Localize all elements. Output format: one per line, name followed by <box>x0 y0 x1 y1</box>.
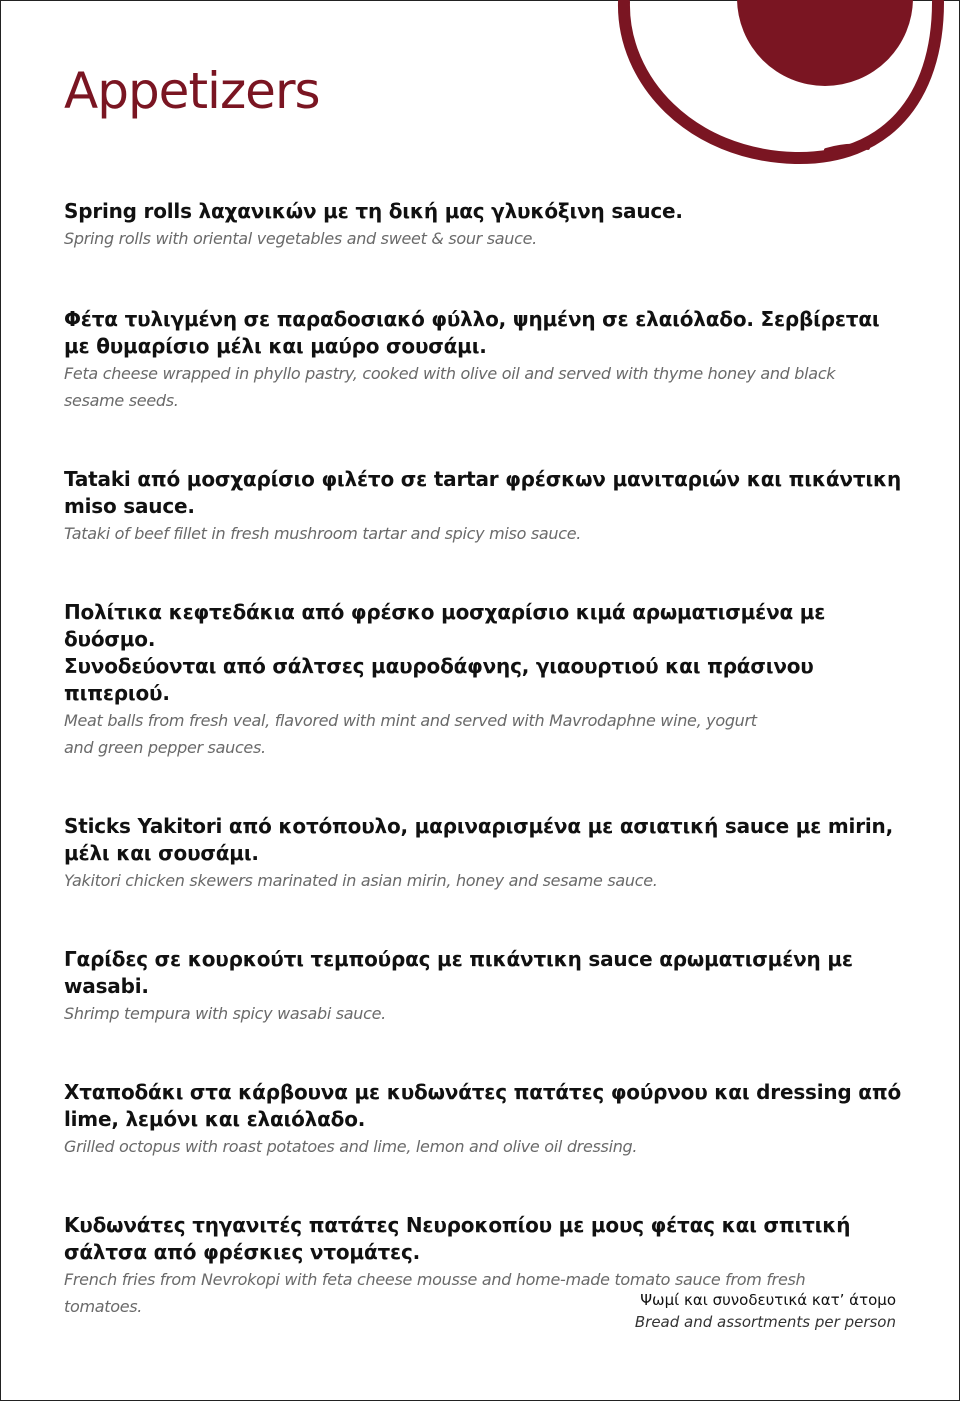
menu-item <box>64 813 904 894</box>
item-description-line: Feta cheese wrapped in phyllo pastry, cooked with olive oil and served with thyme honey and black <box>64 364 836 383</box>
item-title-greek <box>64 946 904 1000</box>
menu-item <box>64 198 904 252</box>
menu-item <box>64 466 904 547</box>
item-description-line: Meat balls from fresh veal, flavored with mint and served with Mavrodaphne wine, yogurt <box>64 711 757 730</box>
item-title-greek <box>64 1212 904 1266</box>
item-description-line: sesame seeds. <box>64 391 179 410</box>
item-description-line: Tataki of beef fillet in fresh mushroom tartar and spicy miso sauce. <box>64 524 582 543</box>
item-title-greek <box>64 198 904 225</box>
item-title-greek <box>64 599 904 707</box>
menu-item <box>64 1079 904 1160</box>
page-title: Appetizers <box>64 62 320 120</box>
item-title-greek <box>64 306 904 360</box>
item-description-english <box>64 1133 904 1160</box>
item-title-line: Κυδωνάτες τηγανιτές πατάτες Νευροκοπίου με μους φέτας και σπιτική <box>64 1213 851 1237</box>
menu-items <box>64 198 904 1358</box>
item-title-line: Φέτα τυλιγμένη σε παραδοσιακό φύλλο, ψημένη σε ελαιόλαδο. Σερβίρεται <box>64 307 880 331</box>
item-title-line: Συνοδεύονται από σάλτσες μαυροδάφνης, γιαουρτιού και πράσινου πιπεριού. <box>64 654 814 705</box>
item-title-line: Γαρίδες σε κουρκούτι τεμπούρας με πικάντικη sauce αρωματισμένη με wasabi. <box>64 947 853 998</box>
item-title-greek <box>64 466 904 520</box>
item-description-line: Spring rolls with oriental vegetables and sweet & sour sauce. <box>64 229 537 248</box>
item-title-line: Sticks Yakitori από κοτόπουλο, μαριναρισμένα με ασιατική sauce με mirin, <box>64 814 893 838</box>
item-title-line: μέλι και σουσάμι. <box>64 841 259 865</box>
item-title-line: lime, λεμόνι και ελαιόλαδο. <box>64 1107 366 1131</box>
item-description-line: Grilled octopus with roast potatoes and lime, lemon and olive oil dressing. <box>64 1137 638 1156</box>
item-title-line: Πολίτικα κεφτεδάκια από φρέσκο μοσχαρίσιο κιμά αρωματισμένα με δυόσμο. <box>64 600 826 651</box>
footnote-greek: Ψωμί και συνοδευτικά κατ’ άτομο <box>640 1291 896 1309</box>
menu-item <box>64 946 904 1027</box>
item-title-line: Spring rolls λαχανικών με τη δική μας γλυκόξινη sauce. <box>64 199 683 223</box>
item-description-english <box>64 867 904 894</box>
item-title-line: σάλτσα από φρέσκιες ντομάτες. <box>64 1240 421 1264</box>
footnote-english: Bread and assortments per person <box>634 1313 896 1331</box>
menu-item <box>64 306 904 414</box>
item-title-line: Χταποδάκι στα κάρβουνα με κυδωνάτες πατάτες φούρνου και dressing από <box>64 1080 902 1104</box>
item-title-greek <box>64 1079 904 1133</box>
item-description-english <box>64 520 904 547</box>
wine-ring-dot <box>737 0 913 86</box>
item-title-line: Tataki από μοσχαρίσιο φιλέτο σε tartar φρέσκων μανιταριών και πικάντικη <box>64 467 902 491</box>
item-title-greek <box>64 813 904 867</box>
item-description-line: and green pepper sauces. <box>64 738 266 757</box>
item-description-line: Yakitori chicken skewers marinated in asian mirin, honey and sesame sauce. <box>64 871 658 890</box>
item-description-line: French fries from Nevrokopi with feta cheese mousse and home-made tomato sauce from fresh <box>64 1270 806 1289</box>
item-title-line: με θυμαρίσιο μέλι και μαύρο σουσάμι. <box>64 334 487 358</box>
item-title-line: miso sauce. <box>64 494 195 518</box>
item-description-line: tomatoes. <box>64 1297 143 1316</box>
menu-item <box>64 599 904 761</box>
wine-ring-decoration <box>600 0 960 180</box>
item-description-english <box>64 707 904 761</box>
item-description-english <box>64 360 904 414</box>
footnote <box>635 1289 896 1333</box>
item-description-english <box>64 1000 904 1027</box>
item-description-line: Shrimp tempura with spicy wasabi sauce. <box>64 1004 386 1023</box>
item-description-english <box>64 225 904 252</box>
